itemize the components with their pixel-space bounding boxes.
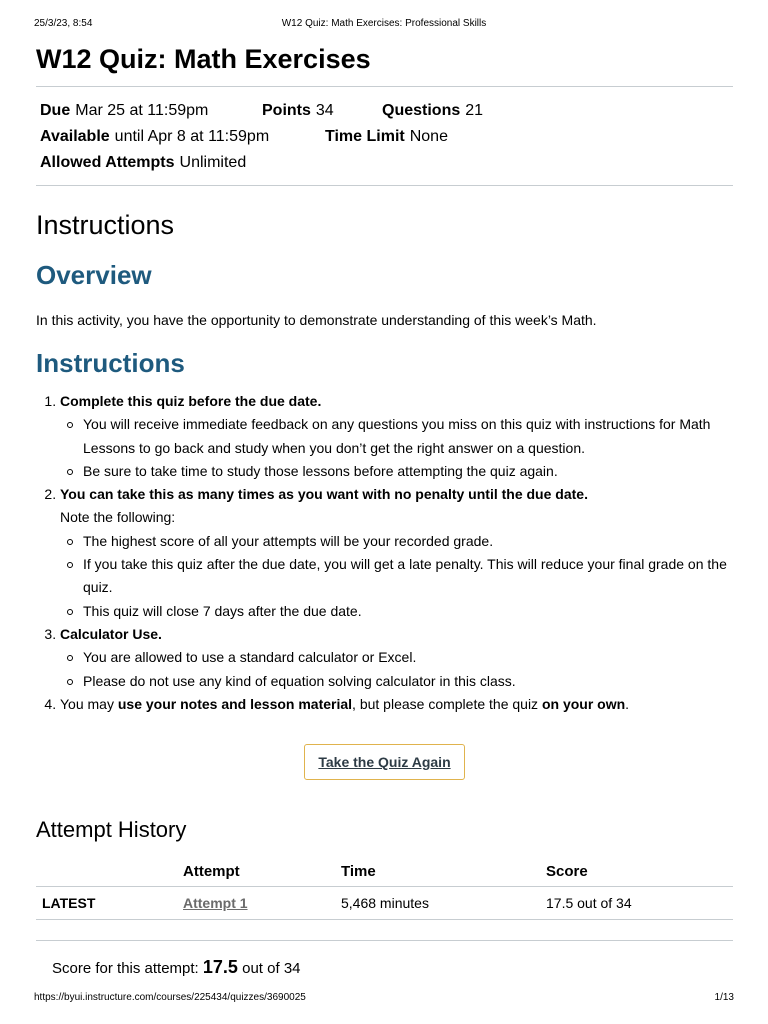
bullet-item: This quiz will close 7 days after the due date.	[82, 600, 733, 623]
latest-tag: LATEST	[36, 887, 183, 920]
step-title: Calculator Use.	[60, 625, 162, 642]
print-url: https://byui.instructure.com/courses/225434/quizzes/3690025	[34, 992, 306, 1003]
bullet-item: You will receive immediate feedback on any questions you miss on this quiz with instructions for Math Lessons to go back and study when you don’t get the right answer on a question.	[82, 413, 733, 460]
time-limit-label: Time Limit	[325, 127, 405, 145]
attempt-link[interactable]: Attempt 1	[183, 895, 248, 912]
step-note: Note the following:	[60, 509, 176, 526]
due-field	[40, 98, 262, 123]
step-bullets	[60, 413, 733, 483]
attempt-history-table	[36, 856, 733, 920]
step-item	[60, 483, 733, 623]
questions-field	[382, 98, 483, 123]
attempt-score: 17.5 out of 34	[546, 887, 733, 920]
details-row	[40, 97, 733, 123]
points-label: Points	[262, 101, 311, 119]
score-label: Score for this attempt:	[52, 960, 199, 978]
due-label: Due	[40, 101, 71, 119]
time-limit-value: None	[409, 127, 448, 145]
attempt-history-heading: Attempt History	[36, 817, 187, 843]
column-header: Score	[546, 856, 733, 887]
attempts-field	[40, 150, 246, 175]
bullet-item: Be sure to take time to study those lessons before attempting the quiz again.	[82, 460, 733, 483]
points-field	[262, 98, 382, 123]
bullet-item: The highest score of all your attempts will be your recorded grade.	[82, 530, 733, 553]
step-item	[60, 623, 733, 693]
details-row	[40, 123, 733, 149]
bullet-item: Please do not use any kind of equation solving calculator in this class.	[82, 670, 733, 693]
step-title: You can take this as many times as you want with no penalty until the due date.	[60, 486, 588, 503]
overview-text: In this activity, you have the opportunity to demonstrate understanding of this week’s Math.	[36, 312, 597, 328]
points-value: 34	[315, 101, 334, 119]
score-value: 17.5	[202, 957, 238, 978]
instructions-heading: Instructions	[36, 210, 175, 240]
divider	[36, 940, 733, 941]
table-row	[36, 887, 733, 920]
instruction-steps	[36, 390, 733, 716]
details-row	[40, 149, 733, 175]
questions-value: 21	[465, 101, 484, 119]
quiz-details	[36, 87, 733, 185]
step-bullets	[60, 530, 733, 623]
quiz-title: W12 Quiz: Math Exercises	[36, 44, 371, 74]
divider	[36, 185, 733, 186]
questions-label: Questions	[382, 101, 461, 119]
bullet-item: You are allowed to use a standard calculator or Excel.	[82, 646, 733, 669]
table-header-row	[36, 856, 733, 887]
attempt-score-summary	[36, 957, 733, 978]
step-emphasis: use your notes and lesson material	[117, 695, 353, 712]
step-item	[60, 693, 733, 716]
step-text: , but please complete the quiz	[352, 695, 542, 712]
column-header: Attempt	[183, 856, 341, 887]
step-emphasis: on your own	[541, 695, 626, 712]
column-header: Time	[341, 856, 546, 887]
step-text: You may	[60, 695, 118, 712]
print-page-number: 1/13	[714, 992, 734, 1003]
step-text: .	[625, 695, 630, 712]
take-quiz-wrap	[36, 744, 733, 780]
attempts-label: Allowed Attempts	[40, 153, 175, 171]
quiz-content	[36, 40, 733, 978]
available-label: Available	[40, 127, 110, 145]
bullet-item: If you take this quiz after the due date, you will get a late penalty. This will reduce your final grade on the quiz.	[82, 553, 733, 600]
score-suffix: out of 34	[242, 960, 301, 978]
column-header	[36, 856, 183, 887]
step-title: Complete this quiz before the due date.	[60, 393, 322, 409]
step-bullets	[60, 646, 733, 693]
print-datetime: 25/3/23, 8:54	[34, 18, 93, 29]
available-value: until Apr 8 at 11:59pm	[114, 127, 270, 145]
due-value: Mar 25 at 11:59pm	[75, 101, 209, 119]
instructions-subheading: Instructions	[36, 348, 185, 378]
time-limit-field	[325, 124, 448, 149]
print-page-title: W12 Quiz: Math Exercises: Professional Skills	[281, 18, 487, 29]
overview-heading: Overview	[36, 260, 152, 290]
attempt-time: 5,468 minutes	[341, 887, 546, 920]
take-quiz-again-button[interactable]: Take the Quiz Again	[304, 744, 464, 780]
available-field	[40, 124, 325, 149]
print-header	[0, 18, 768, 32]
attempts-value: Unlimited	[179, 153, 247, 171]
step-item	[60, 390, 733, 483]
